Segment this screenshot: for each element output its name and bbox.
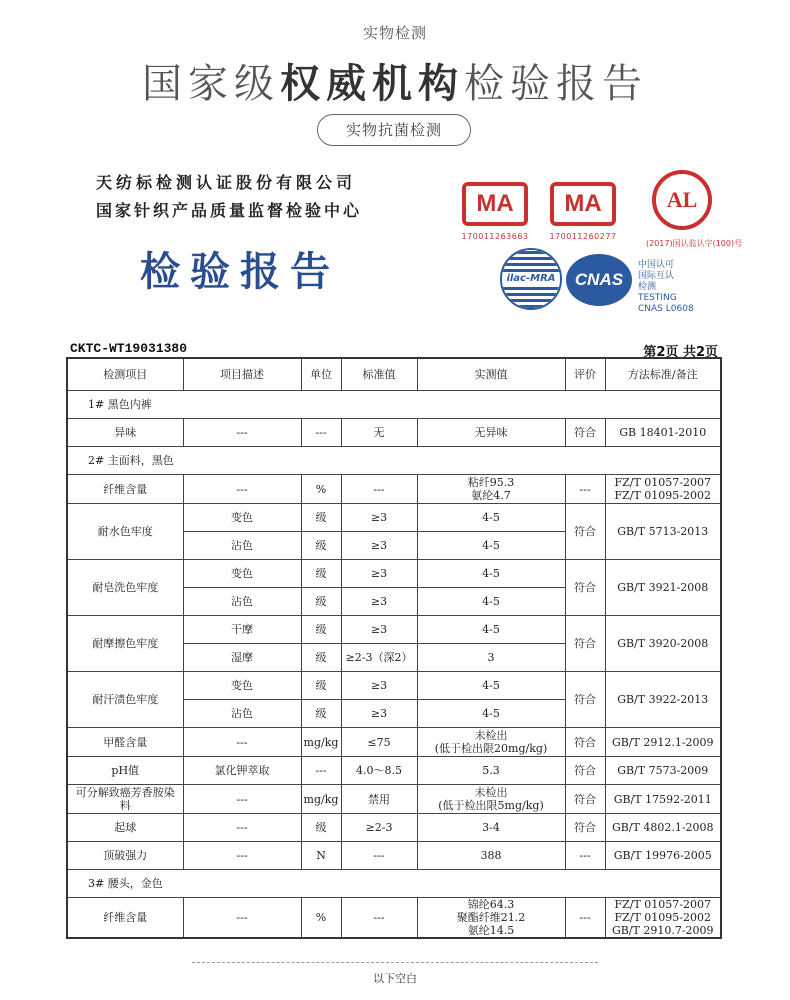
table-cell: 起球 xyxy=(67,814,183,842)
table-row xyxy=(67,814,721,842)
table-row xyxy=(67,475,721,504)
table-row xyxy=(67,842,721,870)
table-cell xyxy=(417,898,565,939)
table-cell: mg/kg xyxy=(301,728,341,757)
sample-group-label: 3# 腰头，金色 xyxy=(67,870,721,898)
table-cell: % xyxy=(301,898,341,939)
table-cell: 耐摩擦色牢度 xyxy=(67,616,183,672)
table-cell: GB/T 3920-2008 xyxy=(605,616,721,672)
table-cell: ≥3 xyxy=(341,616,417,644)
table-cell: 符合 xyxy=(565,672,605,728)
table-cell: GB/T 7573-2009 xyxy=(605,757,721,785)
table-cell: 湿摩 xyxy=(183,644,301,672)
table-cell: 变色 xyxy=(183,672,301,700)
cal-number: (2017)国认监认字(100)号 xyxy=(646,239,743,248)
table-cell: (低于检出限5mg/kg) xyxy=(438,799,544,812)
table-cell: 异味 xyxy=(67,419,183,447)
table-cell: FZ/T 01057-2007 xyxy=(614,898,712,911)
table-cell xyxy=(605,898,721,939)
table-cell: --- xyxy=(183,785,301,814)
group-row xyxy=(67,870,721,898)
table-cell: % xyxy=(301,475,341,504)
table-cell: 纤维含量 xyxy=(67,898,183,939)
table-cell: 4-5 xyxy=(417,616,565,644)
table-cell: 可分解致癌芳香胺染 xyxy=(75,786,175,799)
main-title xyxy=(0,52,790,109)
table-cell: 变色 xyxy=(183,560,301,588)
report-title: 检验报告 xyxy=(140,248,340,295)
table-cell: 388 xyxy=(417,842,565,870)
table-cell: 级 xyxy=(301,560,341,588)
table-cell: 无异味 xyxy=(417,419,565,447)
cma-mark: MA xyxy=(550,182,616,226)
table-cell: --- xyxy=(183,898,301,939)
table-row xyxy=(67,672,721,700)
org-name: 天纺标检测认证股份有限公司 xyxy=(96,173,357,192)
table-cell: mg/kg xyxy=(301,785,341,814)
table-cell: 4-5 xyxy=(417,560,565,588)
table-cell: 沾色 xyxy=(183,532,301,560)
table-cell: 3-4 xyxy=(417,814,565,842)
header-cell: 评价 xyxy=(565,358,605,391)
section-pill: 实物抗菌检测 xyxy=(317,114,471,146)
table-row xyxy=(67,560,721,588)
table-cell: 粘纤95.3 xyxy=(467,476,515,489)
table-cell: 4-5 xyxy=(417,588,565,616)
sample-group-label: 2# 主面料，黑色 xyxy=(67,447,721,475)
table-cell: 变色 xyxy=(183,504,301,532)
table-cell: GB/T 5713-2013 xyxy=(605,504,721,560)
table-cell: 级 xyxy=(301,700,341,728)
cma-mark: MA xyxy=(462,182,528,226)
table-cell: 符合 xyxy=(565,419,605,447)
page-number: 第2页 共2页 xyxy=(643,345,718,360)
table-cell: 符合 xyxy=(565,785,605,814)
header-cell: 标准值 xyxy=(341,358,417,391)
table-cell: 4.0～8.5 xyxy=(341,757,417,785)
cma-logo-1 xyxy=(460,182,530,241)
table-cell: 级 xyxy=(301,504,341,532)
cma-logo-2 xyxy=(548,182,618,241)
table-cell: GB/T 17592-2011 xyxy=(605,785,721,814)
table-cell: ≥3 xyxy=(341,588,417,616)
table-cell: 沾色 xyxy=(183,588,301,616)
table-cell: 级 xyxy=(301,672,341,700)
table-cell: ≥3 xyxy=(341,532,417,560)
header-cell: 检测项目 xyxy=(67,358,183,391)
table-cell xyxy=(417,475,565,504)
table-cell: 级 xyxy=(301,644,341,672)
table-cell: --- xyxy=(301,757,341,785)
table-cell: 氨纶4.7 xyxy=(471,489,511,502)
group-row xyxy=(67,447,721,475)
table-cell: 4-5 xyxy=(417,504,565,532)
table-row xyxy=(67,785,721,814)
cma-number: 170011263663 xyxy=(461,232,529,241)
table-cell: --- xyxy=(183,814,301,842)
table-cell: ≥3 xyxy=(341,560,417,588)
table-cell: FZ/T 01057-2007 xyxy=(614,476,712,489)
table-cell: 符合 xyxy=(565,504,605,560)
ilac-logo xyxy=(500,248,562,310)
header-cell: 方法标准/备注 xyxy=(605,358,721,391)
table-cell: 4-5 xyxy=(417,672,565,700)
table-row xyxy=(67,757,721,785)
table-cell: 未检出 xyxy=(474,786,508,799)
header-cell: 单位 xyxy=(301,358,341,391)
table-cell: GB/T 2912.1-2009 xyxy=(605,728,721,757)
title-part-b: 权威机构 xyxy=(280,61,464,107)
ilac-text: ilac-MRA xyxy=(502,272,560,286)
table-cell: --- xyxy=(183,842,301,870)
table-cell: 沾色 xyxy=(183,700,301,728)
table-cell: 未检出 xyxy=(474,729,508,742)
header-cell: 实测值 xyxy=(417,358,565,391)
org-center: 国家针织产品质量监督检验中心 xyxy=(96,201,363,220)
table-cell: 4-5 xyxy=(417,700,565,728)
table-cell: 聚酯纤维21.2 xyxy=(456,911,526,924)
table-cell xyxy=(417,728,565,757)
table-cell: GB/T 4802.1-2008 xyxy=(605,814,721,842)
cma-number: 170011260277 xyxy=(549,232,617,241)
table-header-row xyxy=(67,358,721,391)
table-cell: 级 xyxy=(301,588,341,616)
table-cell: --- xyxy=(565,475,605,504)
table-cell: 3 xyxy=(417,644,565,672)
table-cell: GB/T 3921-2008 xyxy=(605,560,721,616)
table-cell xyxy=(67,785,183,814)
table-cell: 符合 xyxy=(565,728,605,757)
table-cell: --- xyxy=(565,898,605,939)
table-cell: GB/T 3922-2013 xyxy=(605,672,721,728)
table-cell: GB/T 2910.7-2009 xyxy=(611,924,714,937)
table-cell: ≥2-3 xyxy=(341,814,417,842)
table-cell: --- xyxy=(301,419,341,447)
table-cell: 级 xyxy=(301,532,341,560)
table-cell: GB/T 19976-2005 xyxy=(605,842,721,870)
top-label: 实物检测 xyxy=(362,24,427,42)
table-cell: --- xyxy=(341,842,417,870)
title-part-a: 国家级 xyxy=(142,61,280,107)
table-cell: 4-5 xyxy=(417,532,565,560)
table-cell: --- xyxy=(341,475,417,504)
table-cell: CNAS L0608 xyxy=(638,304,694,314)
table-row xyxy=(67,616,721,644)
table-cell: (低于检出限20mg/kg) xyxy=(434,742,548,755)
table-cell: ≥2-3（深2） xyxy=(341,644,417,672)
table-cell: 耐汗渍色牢度 xyxy=(67,672,183,728)
group-row xyxy=(67,391,721,419)
cnas-caption xyxy=(638,260,694,315)
results-table xyxy=(66,357,722,939)
table-row xyxy=(67,504,721,532)
table-cell: 符合 xyxy=(565,757,605,785)
table-cell: 检测 xyxy=(638,282,657,292)
table-cell xyxy=(417,785,565,814)
header-cell: 项目描述 xyxy=(183,358,301,391)
table-cell: 干摩 xyxy=(183,616,301,644)
table-cell: 氨纶14.5 xyxy=(467,924,515,937)
table-cell: --- xyxy=(183,475,301,504)
table-cell: 级 xyxy=(301,616,341,644)
footer-note: 以下空白 xyxy=(373,972,417,985)
table-cell: 锦纶64.3 xyxy=(467,898,515,911)
table-cell: 耐皂洗色牢度 xyxy=(67,560,183,616)
cal-logo xyxy=(646,170,743,249)
sample-group-label: 1# 黑色内裤 xyxy=(67,391,721,419)
table-cell: ≥3 xyxy=(341,672,417,700)
table-cell: ≥3 xyxy=(341,700,417,728)
cal-mark: AL xyxy=(652,170,712,230)
footer-divider xyxy=(192,962,598,963)
table-cell: 无 xyxy=(341,419,417,447)
table-cell: 氯化钾萃取 xyxy=(183,757,301,785)
title-part-c: 检验报告 xyxy=(464,61,648,107)
cnas-logo: CNAS xyxy=(566,254,632,306)
table-cell: ≥3 xyxy=(341,504,417,532)
table-cell: 国际互认 xyxy=(638,271,675,281)
table-cell: FZ/T 01095-2002 xyxy=(614,489,712,502)
table-cell: --- xyxy=(183,419,301,447)
table-cell: 甲醛含量 xyxy=(67,728,183,757)
table-cell: 耐水色牢度 xyxy=(67,504,183,560)
table-cell xyxy=(605,475,721,504)
table-cell: ≤75 xyxy=(341,728,417,757)
table-row xyxy=(67,728,721,757)
table-cell: 符合 xyxy=(565,814,605,842)
table-cell: 符合 xyxy=(565,560,605,616)
table-cell: 禁用 xyxy=(341,785,417,814)
table-row xyxy=(67,898,721,939)
table-cell: TESTING xyxy=(638,293,677,303)
table-cell: --- xyxy=(341,898,417,939)
table-cell: FZ/T 01095-2002 xyxy=(614,911,712,924)
table-row xyxy=(67,419,721,447)
table-cell: 料 xyxy=(119,799,131,812)
table-cell: --- xyxy=(183,728,301,757)
table-cell: 中国认可 xyxy=(638,260,675,270)
table-cell: 5.3 xyxy=(417,757,565,785)
table-cell: 顶破强力 xyxy=(67,842,183,870)
table-cell: 级 xyxy=(301,814,341,842)
table-cell: GB 18401-2010 xyxy=(605,419,721,447)
table-cell: --- xyxy=(565,842,605,870)
table-cell: N xyxy=(301,842,341,870)
report-number: CKTC-WT19031380 xyxy=(70,341,188,356)
table-cell: pH值 xyxy=(67,757,183,785)
table-cell: 纤维含量 xyxy=(67,475,183,504)
table-cell: 符合 xyxy=(565,616,605,672)
